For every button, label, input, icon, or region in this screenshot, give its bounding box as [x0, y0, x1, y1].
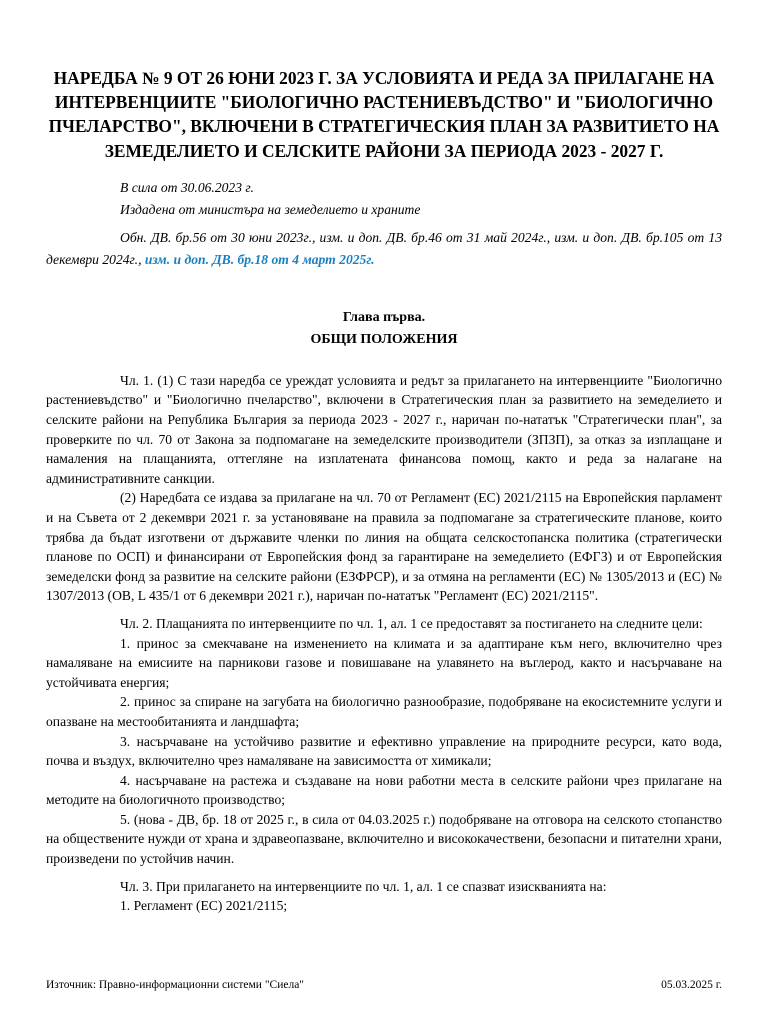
document-page [46, 0, 722, 916]
chapter-name: ОБЩИ ПОЛОЖЕНИЯ [310, 331, 458, 347]
article-3-item: 1. Регламент (ЕС) 2021/2115; [120, 898, 288, 914]
footer-date: 05.03.2025 г. [661, 979, 722, 991]
footer-source: Източник: Правно-информационни системи "Сиела" [46, 979, 304, 991]
article-3-intro: Чл. 3. При прилагането на интервенциите по чл. 1, ал. 1 се спазват изискванията на: [120, 878, 607, 894]
amendment-link[interactable]: изм. и доп. ДВ. бр.18 от 4 март 2025г. [144, 251, 375, 267]
article-2-item: 3. насърчаване на устойчиво развитие и ефективно управление на природните ресурси, като вода, почва и въздух, включително чрез намаляване на зависимостта от химикали; [46, 733, 722, 769]
document-title: НАРЕДБА № 9 ОТ 26 ЮНИ 2023 Г. ЗА УСЛОВИЯТА И РЕДА ЗА ПРИЛАГАНЕ НА ИНТЕРВЕНЦИИТЕ "БИОЛОГИЧНО РАСТЕНИЕВЪДСТВО" И "БИОЛОГИЧНО ПЧЕЛАРСТВО", ВКЛЮЧЕНИ В СТРАТЕГИЧЕСКИЯ ПЛАН ЗА РАЗВИТИЕТО НА ЗЕМЕДЕЛИЕТО И СЕЛСКИТЕ РАЙОНИ ЗА ПЕРИОДА 2023 - 2027 Г. [48, 68, 720, 161]
chapter-heading [46, 307, 722, 351]
article-1-paragraph-1: Чл. 1. (1) С тази наредба се уреждат условията и редът за прилагането на интервенциите "Биологично растениевъдство" и "Биологично пчеларство", включени в Стратегическия план за развитието на земеделието и селските райони на Република България за периода 2023 - 2027 г., наричан по-нататък "Стратегически план", за проверките по чл. 70 от Закона за подпомагане на земеделските производители (ЗПЗП), за отказ за изплащане и намаления на плащанията, оттегляне на изплатената финансова помощ, както и реда за налагане на административните санкции. [46, 372, 722, 486]
article-2-item: 2. принос за спиране на загубата на биологично разнообразие, подобряване на екосистемните услуги и опазване на местообитанията и ландшафта; [46, 694, 722, 729]
in-force-date: В сила от 30.06.2023 г. [120, 179, 254, 195]
publication-text: Обн. ДВ. бр.56 от 30 юни 2023г., изм. и доп. ДВ. бр.46 от 31 май 2024г., изм. и доп. ДВ. бр.105 от 13 декември 2024г., [46, 229, 722, 267]
publication-history [46, 227, 722, 271]
article-2-item: 5. (нова - ДВ, бр. 18 от 2025 г., в сила от 04.03.2025 г.) подобряване на отговора на селското стопанство на обществените нужди от храна и здравеопазване, включително и висококачествени, безопасни и питателни храни, произведени по устойчив начин. [46, 811, 722, 867]
article-2-intro: Чл. 2. Плащанията по интервенциите по чл. 1, ал. 1 се предоставят за постигането на следните цели: [120, 615, 703, 631]
article-2-item: 1. принос за смекчаване на изменението на климата и за адаптиране към него, включително чрез намаляване на емисиите на парникови газове и повишаване на улавянето на въглерод, както и насърчаване на устойчивата енергия; [46, 635, 722, 690]
chapter-number: Глава първа. [342, 309, 426, 325]
article-2-item: 4. насърчаване на растежа и създаване на нови работни места в селските райони чрез прилагане на методите на биологичното производство; [46, 772, 722, 808]
issuer: Издадена от министъра на земеделието и храните [120, 201, 421, 217]
article-1-paragraph-2: (2) Наредбата се издава за прилагане на чл. 70 от Регламент (ЕС) 2021/2115 на Европейския парламент и на Съвета от 2 декември 2021 г. за установяване на правила за подпомагане за стратегическите планове, които трябва да бъдат изготвени от държавите членки по линия на общата селскостопанска политика (стратегически планове по ОСП) и финансирани от Европейския фонд за гарантиране на земеделието (ЕФГЗ) и от Европейския земеделски фонд за развитие на селските райони (ЕЗФРСР), и за отмяна на регламенти (ЕС) № 1305/2013 и (ЕС) № 1307/2013 (ОВ, L 435/1 от 6 декември 2021 г.), наричан по-нататък "Регламент (ЕС) 2021/2115". [46, 490, 722, 604]
page-footer [46, 977, 722, 993]
